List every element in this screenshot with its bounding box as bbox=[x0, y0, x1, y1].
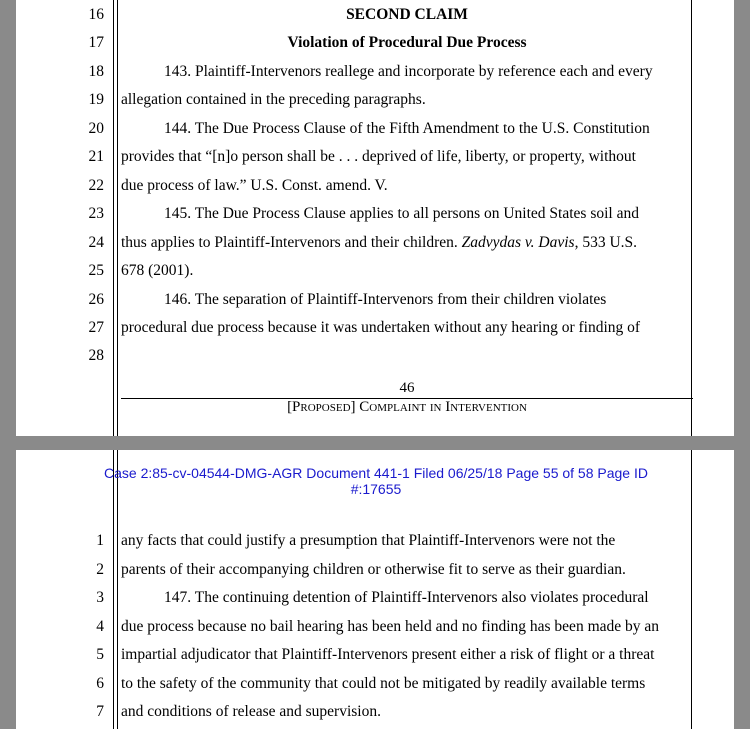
line-number: 20 bbox=[88, 120, 104, 137]
document-page-46 bbox=[16, 0, 734, 436]
paragraph-text: procedural due process because it was undertaken without any hearing or finding of bbox=[121, 319, 641, 336]
paragraph-text: 144. The Due Process Clause of the Fifth Amendment to the U.S. Constitution bbox=[164, 120, 650, 137]
pleading-line bbox=[16, 613, 734, 641]
line-number: 3 bbox=[96, 589, 104, 606]
paragraph-text: provides that “[n]o person shall be . . . deprived of life, liberty, or property, without bbox=[121, 148, 636, 165]
paragraph-text bbox=[121, 229, 693, 257]
line-number: 5 bbox=[96, 646, 104, 663]
line-number: 25 bbox=[88, 262, 104, 279]
pleading-line bbox=[16, 527, 734, 555]
line-number: 27 bbox=[88, 319, 104, 336]
line-number: 18 bbox=[88, 63, 104, 80]
paragraph-text: 143. Plaintiff-Intervenors reallege and incorporate by reference each and every bbox=[164, 63, 653, 80]
filing-header-line: Case 2:85-cv-04544-DMG-AGR Document 441-1 Filed 06/25/18 Page 55 of 58 Page ID bbox=[104, 465, 648, 481]
page-number: 46 bbox=[399, 380, 415, 396]
line-number: 6 bbox=[96, 675, 104, 692]
paragraph-text: due process because no bail hearing has been held and no finding has been made by an bbox=[121, 618, 660, 635]
paragraph-text: parents of their accompanying children or otherwise fit to serve as their guardian. bbox=[121, 561, 626, 578]
section-heading: SECOND CLAIM bbox=[346, 6, 468, 23]
pleading-line bbox=[16, 115, 734, 143]
pleading-line bbox=[16, 641, 734, 669]
pleading-line bbox=[16, 698, 734, 726]
pleading-line bbox=[16, 86, 734, 114]
line-number: 2 bbox=[96, 561, 104, 578]
paragraph-text: 147. The continuing detention of Plaintiff-Intervenors also violates procedural bbox=[164, 589, 649, 606]
case-citation: Zadvydas v. Davis bbox=[461, 234, 575, 251]
pleading-line bbox=[16, 257, 734, 285]
line-number: 22 bbox=[88, 177, 104, 194]
pleading-line bbox=[16, 584, 734, 612]
line-number: 23 bbox=[88, 205, 104, 222]
line-number: 7 bbox=[96, 703, 104, 720]
pleading-line bbox=[16, 342, 734, 370]
footer-document-title: [Proposed] Complaint in Intervention bbox=[287, 399, 527, 415]
line-number: 4 bbox=[96, 618, 104, 635]
paragraph-text: due process of law.” U.S. Const. amend. V. bbox=[121, 177, 388, 194]
line-number: 21 bbox=[88, 148, 104, 165]
paragraph-text: 145. The Due Process Clause applies to all persons on United States soil and bbox=[164, 205, 639, 222]
line-number: 17 bbox=[88, 34, 104, 51]
pleading-line bbox=[16, 172, 734, 200]
filing-page-id: #:17655 bbox=[350, 481, 402, 497]
line-number: 26 bbox=[88, 291, 104, 308]
paragraph-text: allegation contained in the preceding paragraphs. bbox=[121, 91, 426, 108]
line-number: 16 bbox=[88, 6, 104, 23]
pleading-line bbox=[16, 229, 734, 257]
ecf-filing-header bbox=[76, 465, 676, 497]
paragraph-text: any facts that could justify a presumption that Plaintiff-Intervenors were not the bbox=[121, 532, 616, 549]
paragraph-text: and conditions of release and supervision. bbox=[121, 703, 381, 720]
line-number: 19 bbox=[88, 91, 104, 108]
section-subheading: Violation of Procedural Due Process bbox=[287, 34, 527, 51]
text-segment: thus applies to Plaintiff-Intervenors and their children. bbox=[121, 234, 462, 251]
pleading-line bbox=[16, 1, 734, 29]
paragraph-text: to the safety of the community that could not be mitigated by readily available terms bbox=[121, 675, 646, 692]
text-segment: , 533 U.S. bbox=[574, 234, 638, 251]
pleading-line bbox=[16, 58, 734, 86]
pleading-line bbox=[16, 200, 734, 228]
line-number: 24 bbox=[88, 234, 104, 251]
pleading-line bbox=[16, 143, 734, 171]
pleading-line bbox=[16, 29, 734, 57]
line-number: 28 bbox=[88, 347, 104, 364]
pleading-line bbox=[16, 286, 734, 314]
line-number: 1 bbox=[96, 532, 104, 549]
pleading-line bbox=[16, 314, 734, 342]
paragraph-text: impartial adjudicator that Plaintiff-Intervenors present either a risk of flight or a threat bbox=[121, 646, 655, 663]
paragraph-text: 678 (2001). bbox=[121, 262, 194, 279]
document-page-47 bbox=[16, 450, 734, 729]
pleading-line bbox=[16, 556, 734, 584]
pleading-line bbox=[16, 670, 734, 698]
paragraph-text: 146. The separation of Plaintiff-Intervenors from their children violates bbox=[164, 291, 607, 308]
